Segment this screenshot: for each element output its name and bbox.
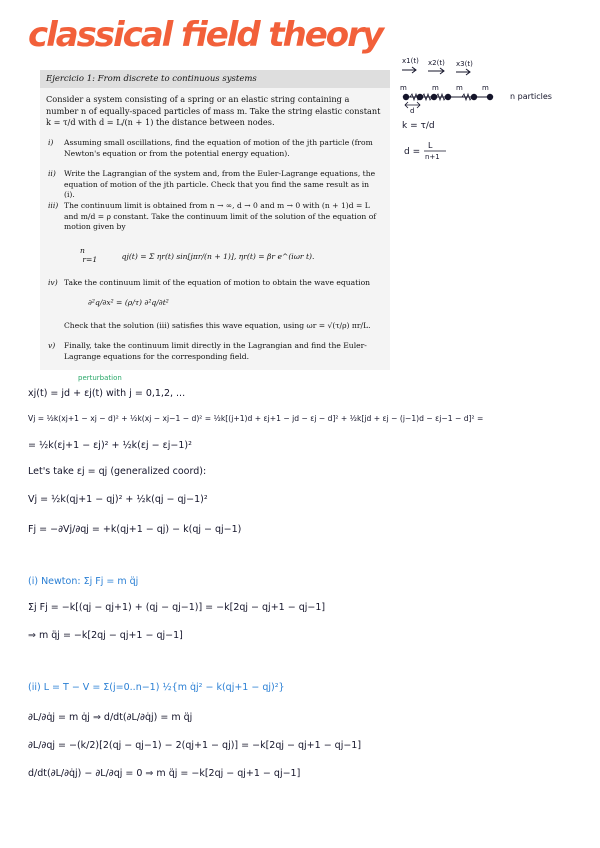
item-iv xyxy=(48,278,382,289)
sum-limits: n r=1 xyxy=(80,246,98,264)
page-title xyxy=(28,8,408,60)
x2-label: x2(t) xyxy=(428,59,445,67)
item-text: Take the continuum limit of the equation of motion to obtain the wave equation xyxy=(64,278,371,287)
particle xyxy=(403,94,409,100)
particle xyxy=(417,94,423,100)
arrow-2 xyxy=(428,68,444,74)
particle xyxy=(471,94,477,100)
check-text: Check that the solution (iii) satisfies this wave equation, using ωr = √(τ/ρ) πr/L. xyxy=(64,321,371,330)
derivation-line-lagrangian: (ii) L = T − V = Σ(j=0..n−1) ½{m q̇j² − k(qj+1 − qj)²} xyxy=(28,682,285,693)
item-v xyxy=(48,341,382,362)
particle xyxy=(431,94,437,100)
arrow-3 xyxy=(456,69,470,75)
d-arrow xyxy=(405,102,420,108)
derivation-line: ⇒ m q̈j = −k[2qj − qj+1 − qj−1] xyxy=(28,630,183,641)
mass-label: m xyxy=(432,84,439,92)
item-number: iii) xyxy=(48,201,59,210)
derivation-line: Vj = ½k(qj+1 − qj)² + ½k(qj − qj−1)² xyxy=(28,494,208,505)
derivation-line: ∂L/∂qj = −(k/2)[2(qj − qj−1) − 2(qj+1 − qj)] = −k[2qj − qj+1 − qj−1] xyxy=(28,740,362,751)
item-number: i) xyxy=(48,138,54,147)
d-equation-num: L xyxy=(428,141,433,150)
wave-equation: ∂²q/∂x² = (ρ/τ) ∂²q/∂t² xyxy=(88,298,169,307)
item-text: Finally, take the continuum limit directly in the Lagrangian and find the Euler-Lagrange equations for the corresponding field. xyxy=(64,341,367,361)
d-equation-lhs: d = xyxy=(404,147,421,157)
item-number: iv) xyxy=(48,278,58,287)
derivation-line: Let's take εj = qj (generalized coord): xyxy=(28,466,207,477)
item-number: v) xyxy=(48,341,56,350)
particle xyxy=(445,94,451,100)
derivation-line: d/dt(∂L/∂q̇j) − ∂L/∂qj = 0 ⇒ m q̈j = −k[2qj − qj+1 − qj−1] xyxy=(28,768,301,779)
k-equation: k = τ/d xyxy=(402,121,435,131)
item-iii xyxy=(48,201,382,233)
d-label: d xyxy=(410,107,415,115)
derivation-line: ∂L/∂q̇j = m q̇j ⇒ d/dt(∂L/∂q̇j) = m q̈j xyxy=(28,712,193,723)
mass-label: m xyxy=(456,84,463,92)
exercise-heading: Ejercicio 1: From discrete to continuous systems xyxy=(40,70,390,88)
particle xyxy=(487,94,493,100)
derivation-line: = ½k(εj+1 − εj)² + ½k(εj − εj−1)² xyxy=(28,440,192,451)
d-equation-den: n+1 xyxy=(425,153,440,161)
n-particles-label: n particles xyxy=(510,92,552,101)
item-text: Assuming small oscillations, find the equation of motion of the jth particle (from Newton's equation or from the potential energy equation). xyxy=(64,138,373,158)
x1-label: x1(t) xyxy=(402,57,419,65)
item-text: The continuum limit is obtained from n → ∞, d → 0 and m → 0 with (n + 1)d = L and m/d = ρ constant. Take the continuum limit of the solution of the equation of motion given by xyxy=(64,201,377,231)
mass-label: m xyxy=(482,84,489,92)
derivation-line: Fj = −∂Vj/∂qj = +k(qj+1 − qj) − k(qj − qj−1) xyxy=(28,524,242,535)
derivation-line: Σj Fj = −k[(qj − qj+1) + (qj − qj−1)] = −k[2qj − qj+1 − qj−1] xyxy=(28,602,326,613)
x3-label: x3(t) xyxy=(456,60,473,68)
exercise-intro: Consider a system consisting of a spring or an elastic string containing a number n of equally-spaced particles of mass m. Take the string elastic constant k = τ/d with d = L/(n + 1) the distance between nodes. xyxy=(46,94,381,127)
item-ii xyxy=(48,169,382,201)
spring-coils xyxy=(410,94,472,100)
arrow-1 xyxy=(402,67,416,73)
item-number: ii) xyxy=(48,169,56,178)
mass-label: m xyxy=(400,84,407,92)
equation-iii: qj(t) = Σ ηr(t) sin[jπr/(n + 1)], ηr(t) = βr e^(iωr t). xyxy=(121,252,315,261)
item-text: Write the Lagrangian of the system and, from the Euler-Lagrange equations, the equation of motion of the jth particle. Check that you find the same result as in (i). xyxy=(64,169,376,199)
item-i xyxy=(48,138,382,159)
exercise-box xyxy=(40,70,390,370)
derivation-line-newton: (i) Newton: Σj Fj = m q̈j xyxy=(28,576,139,587)
derivation-line: Vj = ½k(xj+1 − xj − d)² + ½k(xj − xj−1 − d)² = ½k[(j+1)d + εj+1 − jd − εj − d]² + ½k[jd + εj − (j−1)d − εj−1 − d]² = xyxy=(28,414,484,423)
perturbation-note: perturbation xyxy=(78,374,122,382)
derivation-line: xj(t) = jd + εj(t) with j = 0,1,2, ... xyxy=(28,388,186,399)
title-text: classical field theory xyxy=(28,15,384,55)
